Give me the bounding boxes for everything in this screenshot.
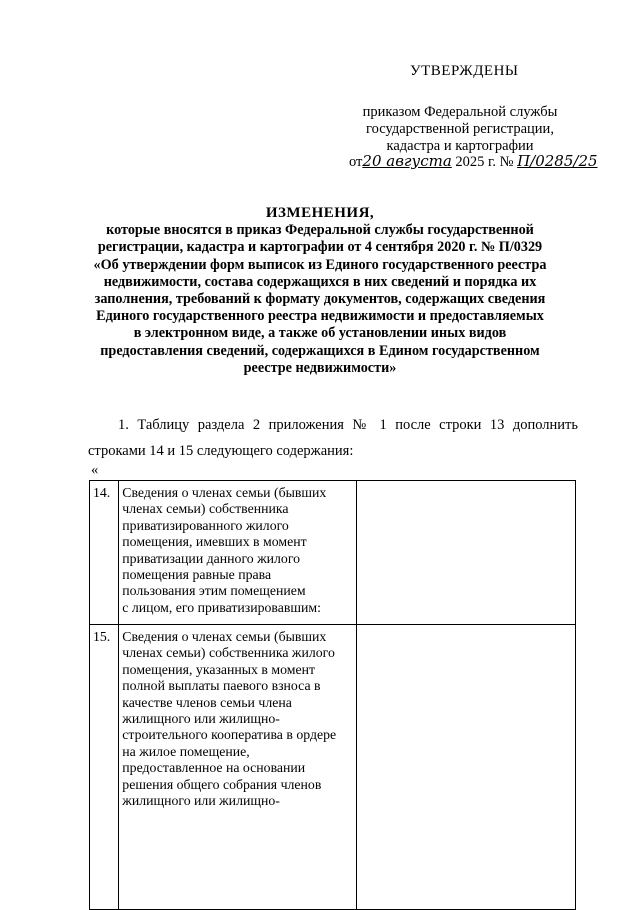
- heading-line: «Об утверждении форм выписок из Единого государственного реестра: [93, 256, 547, 273]
- table-row: [90, 625, 576, 910]
- changes-table: [89, 480, 576, 910]
- order-date-line: [349, 152, 598, 171]
- handwritten-order-number: П/0285/25: [517, 152, 598, 170]
- approval-title: УТВЕРЖДЕНЫ: [410, 63, 519, 79]
- heading-line: регистрации, кадастра и картографии от 4 сентября 2020 г. № П/0329: [97, 239, 543, 256]
- description-line: Сведения о членах семьи (бывших: [122, 629, 327, 644]
- description-line: приватизации данного жилого: [122, 550, 301, 566]
- description-line: приватизированного жилого: [122, 517, 289, 533]
- description-line: полной выплаты паевого взноса в: [122, 678, 321, 694]
- heading-line: Единого государственного реестра недвижимости и предоставляемых: [96, 308, 544, 325]
- description-line: строительного кооператива в ордере: [122, 727, 337, 743]
- document-heading: [80, 205, 560, 377]
- body-paragraph: [88, 412, 578, 464]
- approval-line: приказом Федеральной службы: [362, 104, 558, 120]
- description-line: членах семьи) собственника: [122, 501, 289, 517]
- description-line: на жилое помещение,: [122, 743, 250, 759]
- approval-line: государственной регистрации,: [366, 121, 554, 137]
- description-line: с лицом, его приватизировавшим:: [122, 599, 321, 615]
- description-line: жилищного или жилищно-: [122, 793, 280, 809]
- description-line: пользования этим помещением: [122, 583, 306, 599]
- row-description: [119, 481, 356, 625]
- heading-line: предоставления сведений, содержащихся в Едином государственном: [100, 342, 540, 359]
- description-line: Сведения о членах семьи (бывших: [122, 485, 327, 500]
- description-line: качестве членов семьи члена: [122, 694, 292, 710]
- description-line: предоставленное на основании: [122, 760, 306, 776]
- handwritten-order-date: 20 августа: [362, 152, 452, 170]
- heading-title: ИЗМЕНЕНИЯ,: [265, 205, 375, 221]
- description-line: членах семьи) собственника жилого: [122, 645, 335, 661]
- heading-line: реестре недвижимости»: [243, 359, 397, 376]
- description-line: помещения равные права: [122, 567, 272, 583]
- paragraph-line: 1. Таблицу раздела 2 приложения № 1 после строки 13 дополнить: [118, 417, 578, 433]
- description-line: помещения, указанных в момент: [122, 661, 316, 677]
- description-line: решения общего собрания членов: [122, 776, 322, 792]
- row-value: [356, 625, 575, 910]
- heading-line: которые вносятся в приказ Федеральной службы государственной: [106, 222, 534, 239]
- row-number: 14.: [90, 481, 119, 625]
- paragraph-line: строками 14 и 15 следующего содержания:: [88, 443, 354, 459]
- open-quote: «: [91, 462, 99, 478]
- heading-line: недвижимости, состава содержащихся в них сведений и порядка их: [103, 273, 537, 290]
- row-value: [356, 481, 575, 625]
- description-line: жилищного или жилищно-: [122, 711, 280, 727]
- row-number: 15.: [90, 625, 119, 910]
- heading-line: в электронном виде, а также об установлении иных видов: [133, 325, 507, 342]
- heading-line: заполнения, требований к формату документов, содержащих сведения: [94, 291, 546, 308]
- approval-block: [345, 104, 575, 155]
- row-description: [119, 625, 356, 910]
- description-line: помещения, имевших в момент: [122, 534, 307, 550]
- order-prefix: от: [349, 154, 363, 170]
- table-row: [90, 481, 576, 625]
- approval-line: кадастра и картографии: [386, 138, 534, 154]
- order-year: 2025 г. №: [455, 154, 514, 170]
